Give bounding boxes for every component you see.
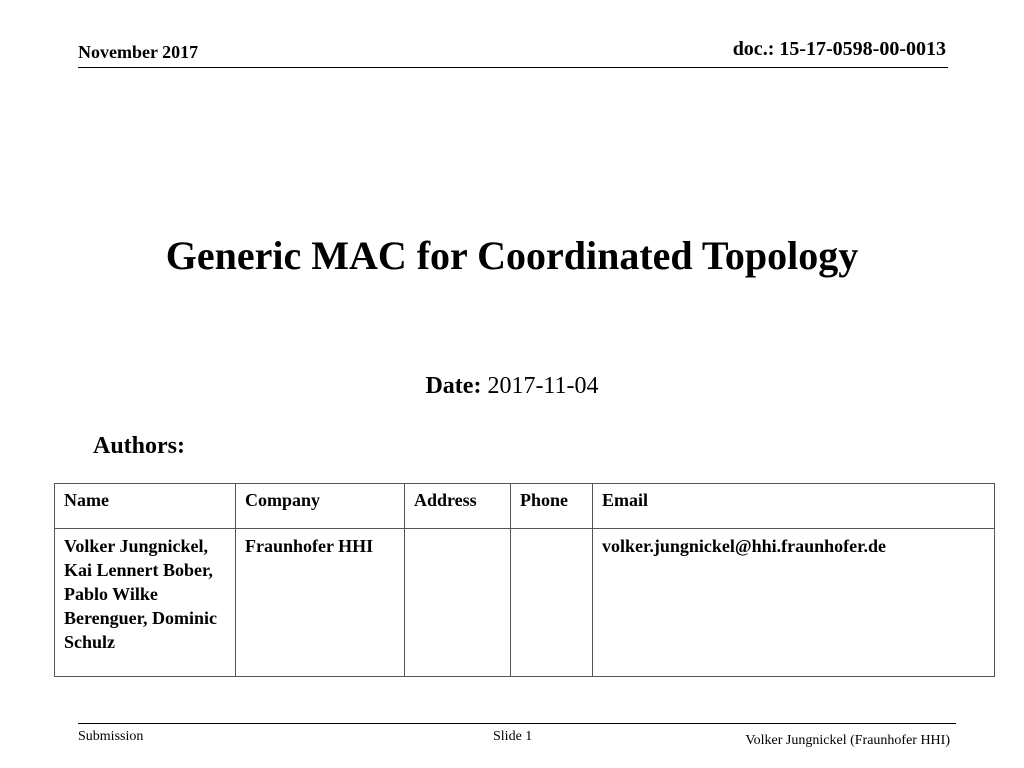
column-header-email: Email	[593, 484, 995, 529]
column-header-address: Address	[405, 484, 511, 529]
company-cell: Fraunhofer HHI	[236, 529, 405, 677]
phone-cell	[511, 529, 593, 677]
address-cell	[405, 529, 511, 677]
footer-submission: Submission	[78, 729, 144, 744]
date-label: Date:	[425, 373, 482, 399]
column-header-phone: Phone	[511, 484, 593, 529]
slide-title: Generic MAC for Coordinated Topology	[165, 233, 859, 278]
date-line	[0, 373, 1024, 400]
authors-heading: Authors:	[93, 433, 186, 459]
table-header-row	[55, 484, 995, 529]
doc-number: doc.: 15-17-0598-00-0013	[732, 38, 946, 60]
footer-divider	[78, 723, 956, 724]
column-header-company: Company	[236, 484, 405, 529]
email-cell: volker.jungnickel@hhi.fraunhofer.de	[593, 529, 995, 677]
header-date: November 2017	[78, 42, 199, 62]
header-divider	[78, 67, 948, 68]
slide-number: Slide 1	[493, 729, 533, 744]
authors-table	[54, 483, 995, 677]
column-header-name: Name	[55, 484, 236, 529]
footer-author: Volker Jungnickel (Fraunhofer HHI)	[745, 733, 950, 748]
table-row	[55, 529, 995, 677]
author-names-cell: Volker Jungnickel, Kai Lennert Bober, Pablo Wilke Berenguer, Dominic Schulz	[55, 529, 236, 677]
date-value: 2017-11-04	[487, 373, 599, 399]
